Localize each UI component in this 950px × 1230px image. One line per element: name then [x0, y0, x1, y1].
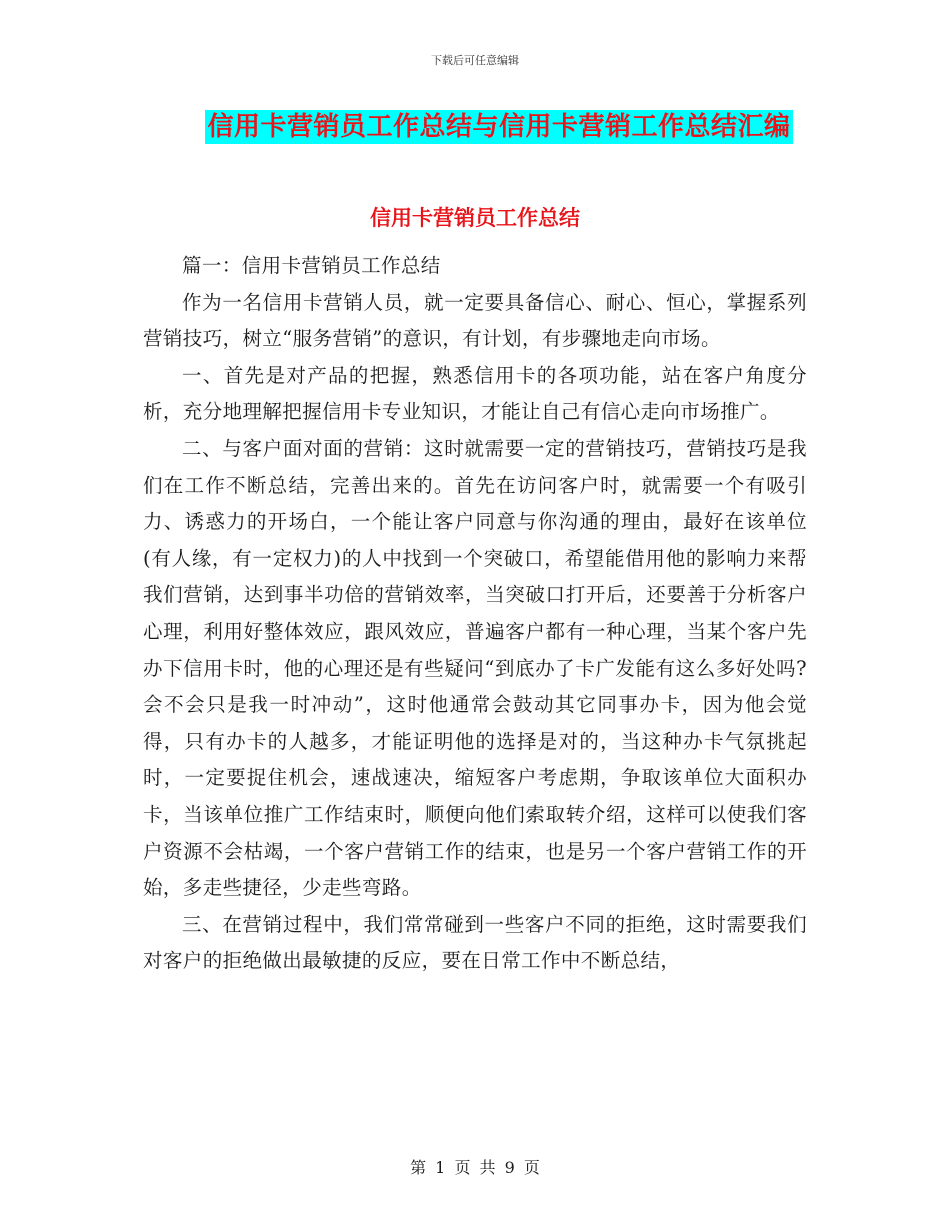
- paragraph-intro: 作为一名信用卡营销人员，就一定要具备信心、耐心、恒心，掌握系列营销技巧，树立“服务营销”的意识，有计划，有步骤地走向市场。: [143, 290, 807, 351]
- page-header-note: 下载后可任意编辑: [431, 54, 519, 67]
- document-body: [143, 248, 807, 980]
- document-title: 信用卡营销员工作总结与信用卡营销工作总结汇编: [207, 112, 791, 142]
- paragraph-point-three: 三、在营销过程中，我们常常碰到一些客户不同的拒绝，这时需要我们对客户的拒绝做出最敏捷的反应，要在日常工作中不断总结，: [143, 912, 807, 973]
- paragraph-point-two: 二、与客户面对面的营销：这时就需要一定的营销技巧，营销技巧是我们在工作不断总结，完善出来的。首先在访问客户时，就需要一个有吸引力、诱惑力的开场白，一个能让客户同意与你沟通的理由，最好在该单位(有人缘，有一定权力)的人中找到一个突破口，希望能借用他的影响力来帮我们营销，达到事半功倍的营销效率，当突破口打开后，还要善于分析客户心理，利用好整体效应，跟风效应，普遍客户都有一种心理，当某个客户先办下信用卡时，他的心理还是有些疑问“到底办了卡广发能有这么多好处吗?会不会只是我一时冲动”，这时他通常会鼓动其它同事办卡，因为他会觉得，只有办卡的人越多，才能证明他的选择是对的，当这种办卡气氛挑起时，一定要捉住机会，速战速决，缩短客户考虑期，争取该单位大面积办卡，当该单位推广工作结束时，顺便向他们索取转介绍，这样可以使我们客户资源不会枯竭，一个客户营销工作的结束，也是另一个客户营销工作的开始，多走些捷径，少走些弯路。: [143, 436, 807, 900]
- paragraph-point-one: 一、首先是对产品的把握，熟悉信用卡的各项功能，站在客户角度分析，充分地理解把握信用卡专业知识，才能让自己有信心走向市场推广。: [143, 363, 807, 424]
- section-title: 信用卡营销员工作总结: [370, 205, 580, 230]
- paragraph-chapter-heading: 篇一：信用卡营销员工作总结: [182, 254, 441, 277]
- page-number-footer: 第 1 页 共 9 页: [410, 1158, 540, 1177]
- main-title-container: [0, 110, 950, 144]
